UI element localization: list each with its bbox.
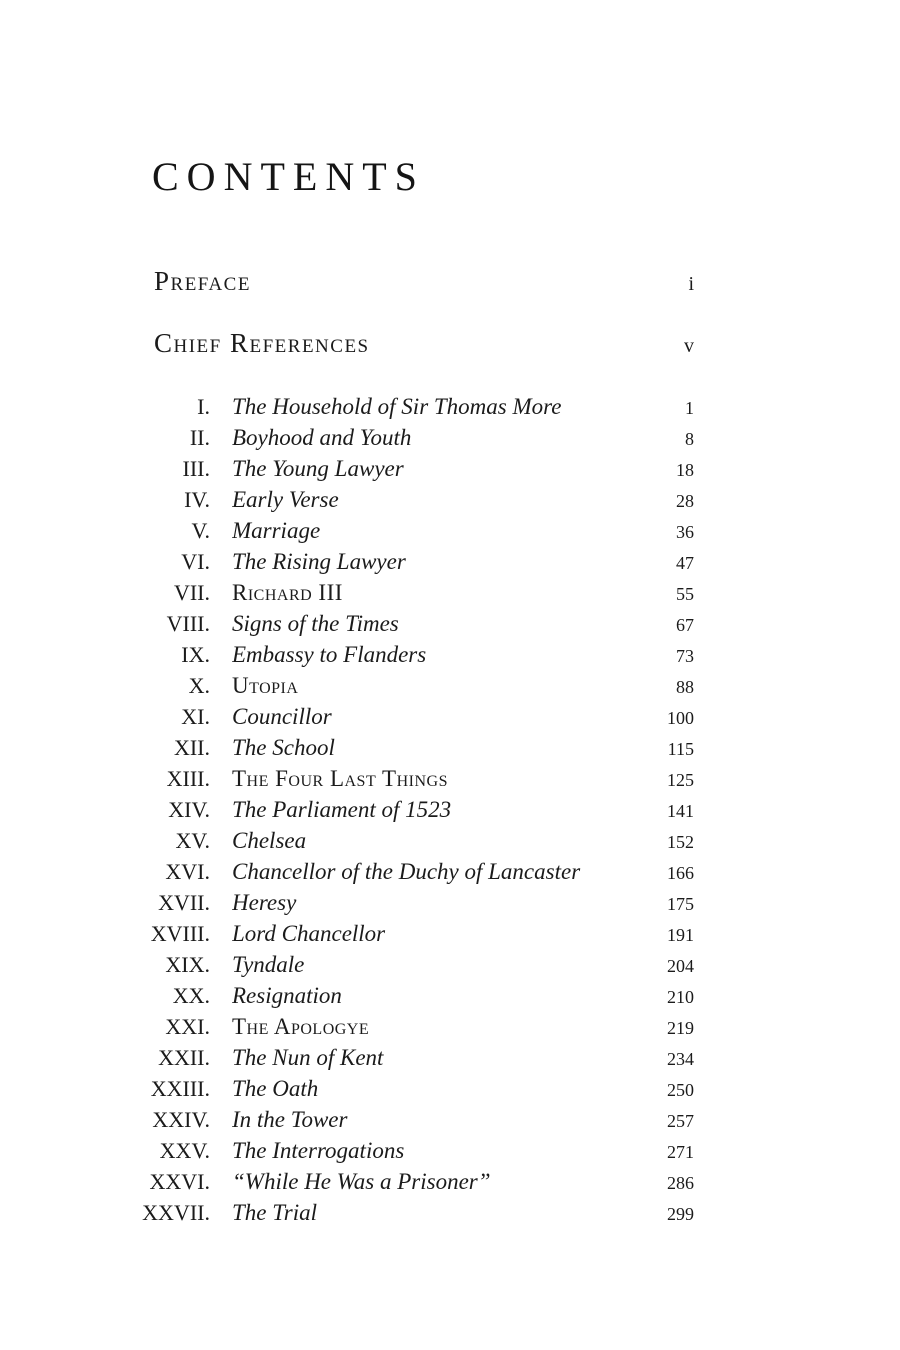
chapter-row	[138, 1197, 694, 1228]
chapter-row	[138, 980, 694, 1011]
chapter-title: Chancellor of the Duchy of Lancaster	[232, 859, 581, 884]
chapter-numeral: X.	[188, 673, 210, 698]
chapter-row	[138, 949, 694, 980]
chapter-numeral: II.	[189, 425, 210, 450]
chapter-numeral: XX.	[172, 983, 210, 1008]
chapter-title: The Parliament of 1523	[232, 797, 452, 822]
chapter-numeral: XVI.	[165, 859, 210, 884]
chapter-title: Heresy	[232, 890, 297, 915]
chapter-title: The Oath	[232, 1076, 319, 1101]
front-matter-row	[138, 266, 694, 297]
chapter-title: The Rising Lawyer	[232, 549, 406, 574]
chapter-numeral: IV.	[184, 487, 210, 512]
chapter-page-number: 257	[667, 1111, 694, 1131]
chapter-numeral: XV.	[175, 828, 210, 853]
chapter-title: Tyndale	[232, 952, 305, 977]
chapter-row	[138, 422, 694, 453]
chapter-page-number: 250	[667, 1080, 694, 1100]
chapter-numeral: XXVI.	[149, 1169, 210, 1194]
chapter-row	[138, 918, 694, 949]
chapter-page-number: 88	[676, 677, 694, 697]
table-of-contents	[138, 266, 694, 1228]
chapter-title: The Nun of Kent	[232, 1045, 384, 1070]
chapter-title: The Four Last Things	[232, 766, 449, 791]
chapter-numeral: XVII.	[158, 890, 210, 915]
chapter-row	[138, 391, 694, 422]
chapter-numeral: I.	[197, 394, 210, 419]
chapter-page-number: 141	[667, 801, 694, 821]
chapter-numeral: III.	[182, 456, 210, 481]
chapter-title: Utopia	[232, 673, 299, 698]
chapter-title: In the Tower	[232, 1107, 348, 1132]
chapter-page-number: 191	[667, 925, 694, 945]
chapter-numeral: XVIII.	[150, 921, 210, 946]
chapter-numeral: XXV.	[159, 1138, 210, 1163]
chapter-page-number: 271	[667, 1142, 694, 1162]
front-matter-label: Preface	[154, 266, 251, 296]
chapter-row	[138, 732, 694, 763]
chapter-row	[138, 701, 694, 732]
page-title: CONTENTS	[152, 154, 425, 199]
chapter-row	[138, 763, 694, 794]
chapter-title: The Young Lawyer	[232, 456, 404, 481]
chapter-row	[138, 453, 694, 484]
chapter-title: Resignation	[232, 983, 342, 1008]
chapter-title: The Apologye	[232, 1014, 370, 1039]
chapter-title: Lord Chancellor	[232, 921, 386, 946]
front-matter-label: Chief References	[154, 328, 370, 358]
chapter-page-number: 47	[676, 553, 694, 573]
chapter-numeral: XI.	[181, 704, 210, 729]
chapter-title: The School	[232, 735, 335, 760]
chapter-row	[138, 1104, 694, 1135]
chapter-numeral: XXI.	[165, 1014, 210, 1039]
chapter-page-number: 73	[676, 646, 694, 666]
chapter-title: Richard III	[232, 580, 343, 605]
chapter-row	[138, 639, 694, 670]
chapter-row	[138, 670, 694, 701]
chapter-row	[138, 515, 694, 546]
chapter-row	[138, 856, 694, 887]
chapter-title: Signs of the Times	[232, 611, 399, 636]
chapter-page-number: 125	[667, 770, 694, 790]
chapter-row	[138, 794, 694, 825]
chapter-list	[138, 391, 694, 1228]
chapter-title: “While He Was a Prisoner”	[232, 1169, 491, 1194]
chapter-row	[138, 608, 694, 639]
chapter-page-number: 115	[667, 739, 694, 759]
chapter-title: Marriage	[232, 518, 321, 543]
chapter-page-number: 55	[676, 584, 694, 604]
chapter-page-number: 299	[667, 1204, 694, 1224]
chapter-row	[138, 577, 694, 608]
chapter-page-number: 175	[667, 894, 694, 914]
chapter-numeral: XIV.	[168, 797, 210, 822]
chapter-page-number: 234	[667, 1049, 694, 1069]
chapter-page-number: 210	[667, 987, 694, 1007]
chapter-row	[138, 1042, 694, 1073]
chapter-page-number: 18	[676, 460, 694, 480]
chapter-row	[138, 825, 694, 856]
chapter-row	[138, 1073, 694, 1104]
chapter-title: Embassy to Flanders	[232, 642, 427, 667]
chapter-page-number: 204	[667, 956, 694, 976]
chapter-numeral: XXIV.	[152, 1107, 210, 1132]
chapter-numeral: VI.	[181, 549, 210, 574]
chapter-title: The Trial	[232, 1200, 318, 1225]
chapter-numeral: XXII.	[158, 1045, 210, 1070]
chapter-numeral: VII.	[173, 580, 210, 605]
chapter-page-number: 1	[685, 398, 694, 418]
chapter-numeral: V.	[191, 518, 210, 543]
front-matter-row	[138, 328, 694, 359]
chapter-page-number: 28	[676, 491, 694, 511]
chapter-title: The Household of Sir Thomas More	[232, 394, 562, 419]
chapter-title: Boyhood and Youth	[232, 425, 412, 450]
chapter-page-number: 36	[676, 522, 694, 542]
chapter-numeral: XXVII.	[142, 1200, 210, 1225]
chapter-numeral: XXIII.	[150, 1076, 210, 1101]
chapter-page-number: 286	[667, 1173, 694, 1193]
chapter-page-number: 100	[667, 708, 694, 728]
chapter-numeral: XIX.	[165, 952, 210, 977]
chapter-row	[138, 1135, 694, 1166]
chapter-numeral: VIII.	[166, 611, 210, 636]
chapter-title: Councillor	[232, 704, 332, 729]
chapter-title: The Interrogations	[232, 1138, 405, 1163]
chapter-numeral: IX.	[181, 642, 210, 667]
chapter-row	[138, 484, 694, 515]
front-matter-page-number: v	[684, 335, 694, 357]
chapter-page-number: 8	[685, 429, 694, 449]
front-matter-page-number: i	[688, 273, 694, 295]
chapter-page-number: 67	[676, 615, 694, 635]
chapter-row	[138, 1011, 694, 1042]
chapter-row	[138, 887, 694, 918]
chapter-title: Chelsea	[232, 828, 307, 853]
chapter-page-number: 166	[667, 863, 694, 883]
chapter-numeral: XII.	[173, 735, 210, 760]
chapter-row	[138, 546, 694, 577]
front-matter-list	[138, 266, 694, 359]
chapter-page-number: 152	[667, 832, 694, 852]
chapter-page-number: 219	[667, 1018, 694, 1038]
chapter-numeral: XIII.	[166, 766, 210, 791]
chapter-title: Early Verse	[232, 487, 339, 512]
chapter-row	[138, 1166, 694, 1197]
